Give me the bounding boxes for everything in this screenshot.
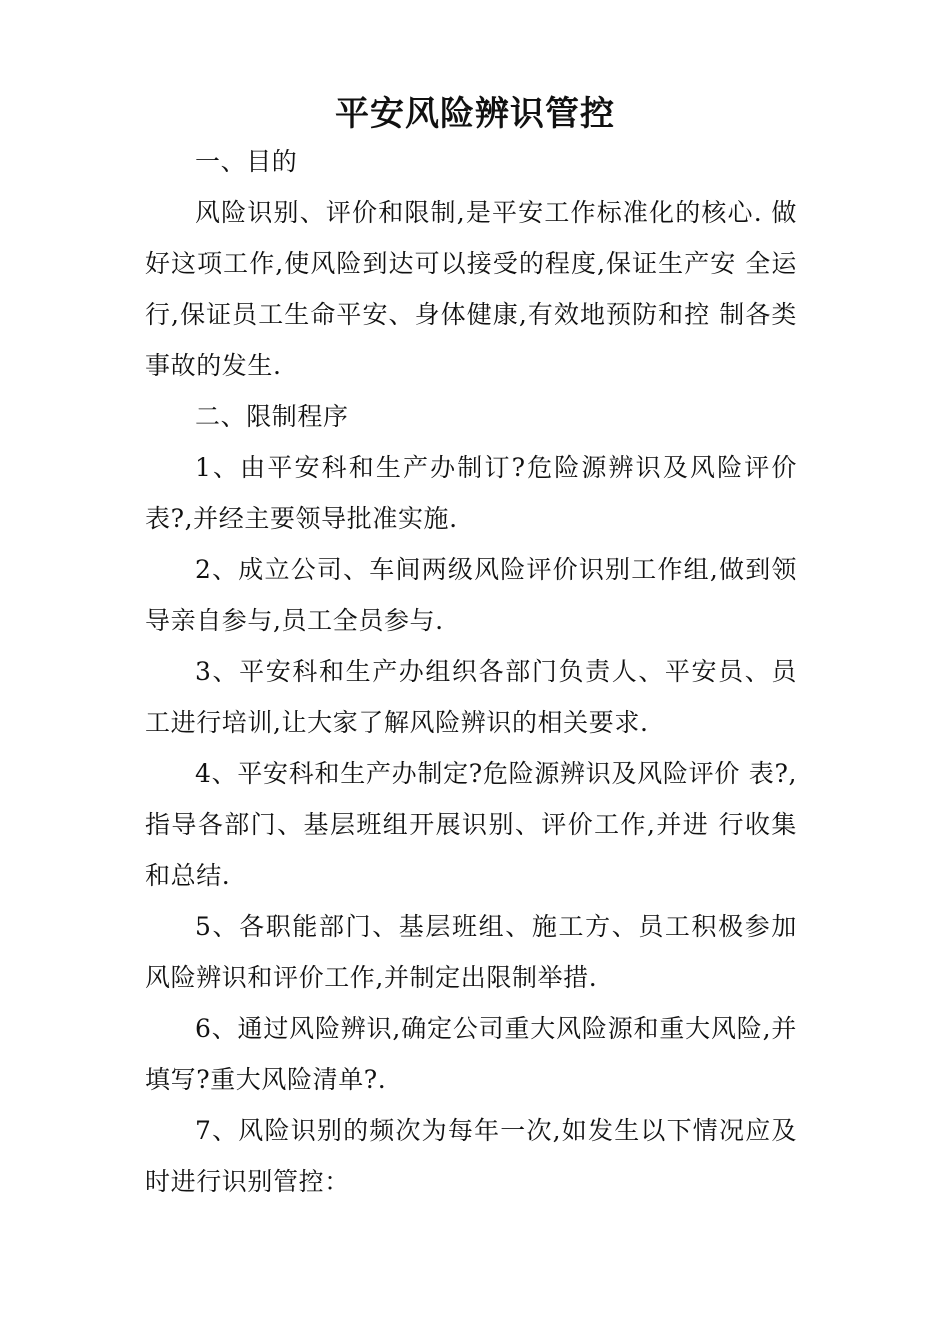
procedure-step-3: 3、平安科和生产办组织各部门负责人、平安员、员工进行培训,让大家了解风险辨识的相关要求. xyxy=(145,657,797,737)
section-heading-procedure: 二、限制程序 xyxy=(195,402,349,431)
procedure-step-6: 6、通过风险辨识,确定公司重大风险源和重大风险,并填写?重大风险清单?. xyxy=(145,1014,797,1094)
procedure-step-4: 4、平安科和生产办制定?危险源辨识及风险评价 表?,指导各部门、基层班组开展识别、评价工作,并进 行收集和总结. xyxy=(145,759,797,890)
procedure-step-1: 1、由平安科和生产办制订?危险源辨识及风险评价表?,并经主要领导批准实施. xyxy=(145,453,797,533)
document-body xyxy=(145,136,797,1207)
procedure-step-2: 2、成立公司、车间两级风险评价识别工作组,做到领导亲自参与,员工全员参与. xyxy=(145,555,797,635)
procedure-step-7: 7、风险识别的频次为每年一次,如发生以下情况应及时进行识别管控： xyxy=(145,1116,797,1196)
purpose-paragraph: 风险识别、评价和限制,是平安工作标准化的核心. 做好这项工作,使风险到达可以接受的程度,保证生产安 全运行,保证员工生命平安、身体健康,有效地预防和控 制各类事故的发生. xyxy=(145,198,797,380)
procedure-step-5: 5、各职能部门、基层班组、施工方、员工积极参加风险辨识和评价工作,并制定出限制举措. xyxy=(145,912,797,992)
section-heading-purpose: 一、目的 xyxy=(195,147,298,176)
document-title: 平安风险辨识管控 xyxy=(335,94,615,134)
